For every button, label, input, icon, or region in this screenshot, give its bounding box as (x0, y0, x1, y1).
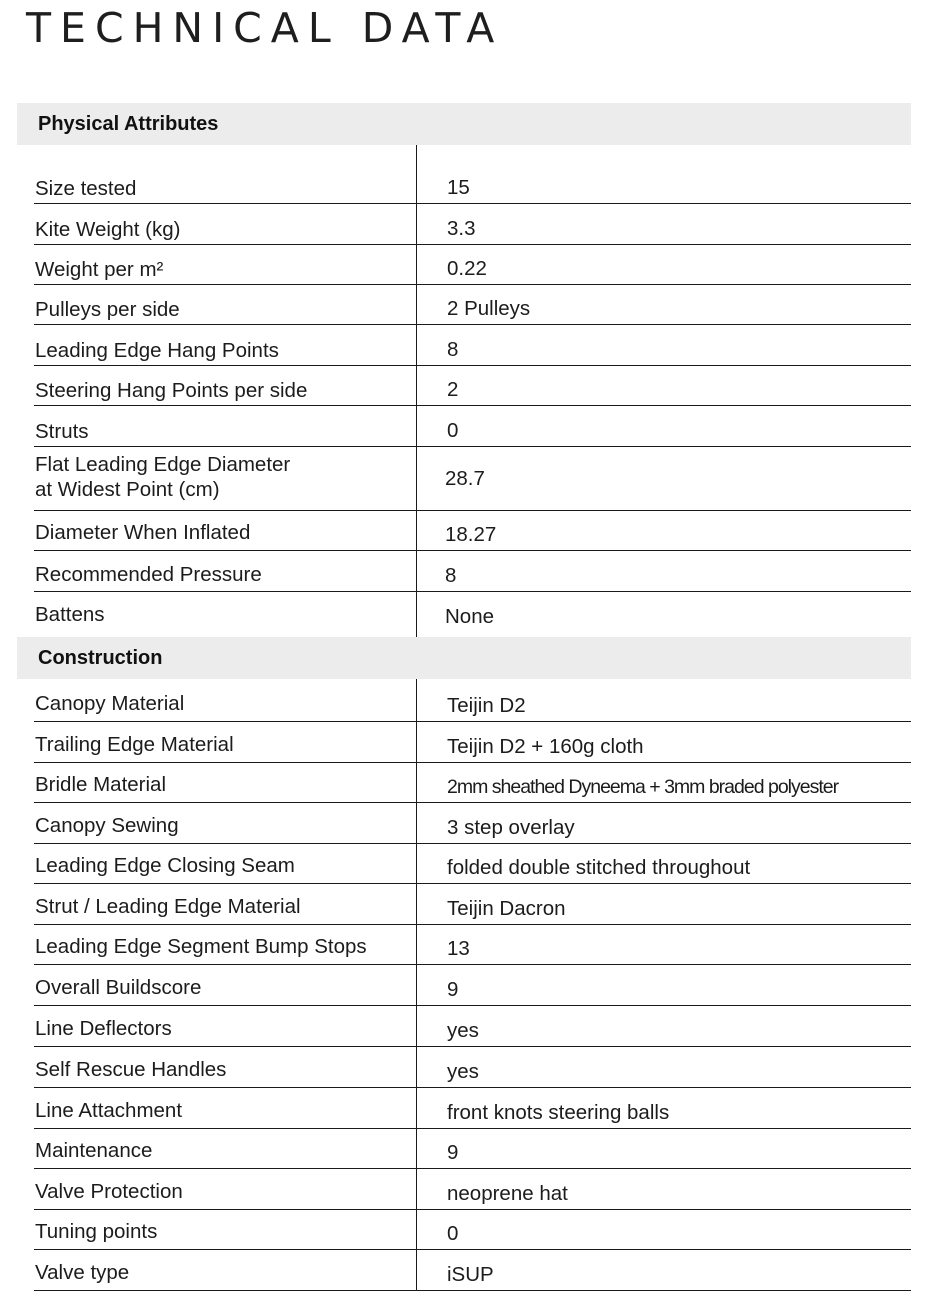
row-value: 9 (447, 1141, 459, 1164)
row-value: 28.7 (445, 467, 485, 490)
row-value: yes (447, 1019, 479, 1042)
row-value: Teijin D2 (447, 694, 526, 717)
table-row (34, 884, 911, 925)
row-label: Battens (35, 603, 105, 626)
page-title: TECHNICAL DATA (26, 4, 504, 52)
table-row (34, 204, 911, 245)
section-heading: Physical Attributes (38, 113, 219, 135)
table-row (34, 592, 911, 637)
table-row (34, 679, 911, 722)
table-row (34, 1250, 911, 1291)
row-value: iSUP (447, 1263, 494, 1286)
row-label: Leading Edge Closing Seam (35, 854, 295, 877)
row-label: Tuning points (35, 1220, 158, 1243)
row-label: Maintenance (35, 1139, 153, 1162)
table-row (34, 285, 911, 325)
row-label: Leading Edge Hang Points (35, 339, 279, 362)
table-row (34, 763, 911, 803)
row-value: 8 (447, 338, 459, 361)
row-label: Weight per m² (35, 258, 164, 281)
row-value: Teijin Dacron (447, 897, 566, 920)
table-row (34, 511, 911, 551)
row-label: Canopy Material (35, 692, 185, 715)
row-label: Steering Hang Points per side (35, 379, 308, 402)
row-label: Valve type (35, 1261, 130, 1284)
section-header-construction (17, 637, 911, 679)
row-label (35, 452, 290, 502)
row-value: 0.22 (447, 257, 487, 280)
row-label: Canopy Sewing (35, 814, 179, 837)
table-row (34, 1129, 911, 1169)
row-label: Bridle Material (35, 773, 167, 796)
row-divider (34, 1290, 911, 1291)
row-label: Self Rescue Handles (35, 1058, 227, 1081)
row-value: 18.27 (445, 523, 497, 546)
table-row (34, 722, 911, 763)
row-value: 8 (445, 564, 457, 587)
row-label: Recommended Pressure (35, 563, 262, 586)
row-value: front knots steering balls (447, 1101, 670, 1124)
row-value: 2 Pulleys (447, 297, 531, 320)
table-row (34, 245, 911, 285)
row-value: 2 (447, 378, 459, 401)
row-value: neoprene hat (447, 1182, 568, 1205)
row-value: 0 (447, 1222, 459, 1245)
table-row (34, 1006, 911, 1047)
row-label: Valve Protection (35, 1180, 183, 1203)
row-value: 2mm sheathed Dyneema + 3mm braded polyester (447, 776, 839, 798)
row-value: 3 step overlay (447, 816, 575, 839)
table-row (34, 551, 911, 592)
row-label: Pulleys per side (35, 298, 180, 321)
row-label: Size tested (35, 177, 137, 200)
table-row (34, 1047, 911, 1088)
table-row (34, 965, 911, 1006)
row-label: Trailing Edge Material (35, 733, 234, 756)
row-label: Line Attachment (35, 1099, 183, 1122)
table-row (34, 925, 911, 965)
row-value: yes (447, 1060, 479, 1083)
row-value: 0 (447, 419, 459, 442)
row-label: Overall Buildscore (35, 976, 202, 999)
table-row (34, 844, 911, 884)
table-row (34, 164, 911, 204)
row-value: 13 (447, 937, 470, 960)
table-row (34, 366, 911, 406)
row-label: Diameter When Inflated (35, 521, 251, 544)
row-label-line2: at Widest Point (cm) (35, 478, 220, 501)
row-label: Kite Weight (kg) (35, 218, 181, 241)
row-value: 9 (447, 978, 459, 1001)
row-value: None (445, 605, 495, 628)
section-header-physical-attributes (17, 103, 911, 145)
section-heading: Construction (38, 647, 163, 669)
row-value: Teijin D2 + 160g cloth (447, 735, 644, 758)
table-row (34, 1088, 911, 1129)
row-label: Struts (35, 420, 89, 443)
row-value: folded double stitched throughout (447, 856, 751, 879)
table-row (34, 447, 911, 511)
table-row (34, 325, 911, 366)
table-row (34, 803, 911, 844)
table-row (34, 1210, 911, 1250)
table-row (34, 406, 911, 447)
row-label-line1: Flat Leading Edge Diameter (35, 453, 291, 476)
row-label: Strut / Leading Edge Material (35, 895, 301, 918)
row-label: Leading Edge Segment Bump Stops (35, 935, 367, 958)
row-value: 15 (447, 176, 470, 199)
row-value: 3.3 (447, 217, 476, 240)
row-label: Line Deflectors (35, 1017, 172, 1040)
table-row (34, 1169, 911, 1210)
